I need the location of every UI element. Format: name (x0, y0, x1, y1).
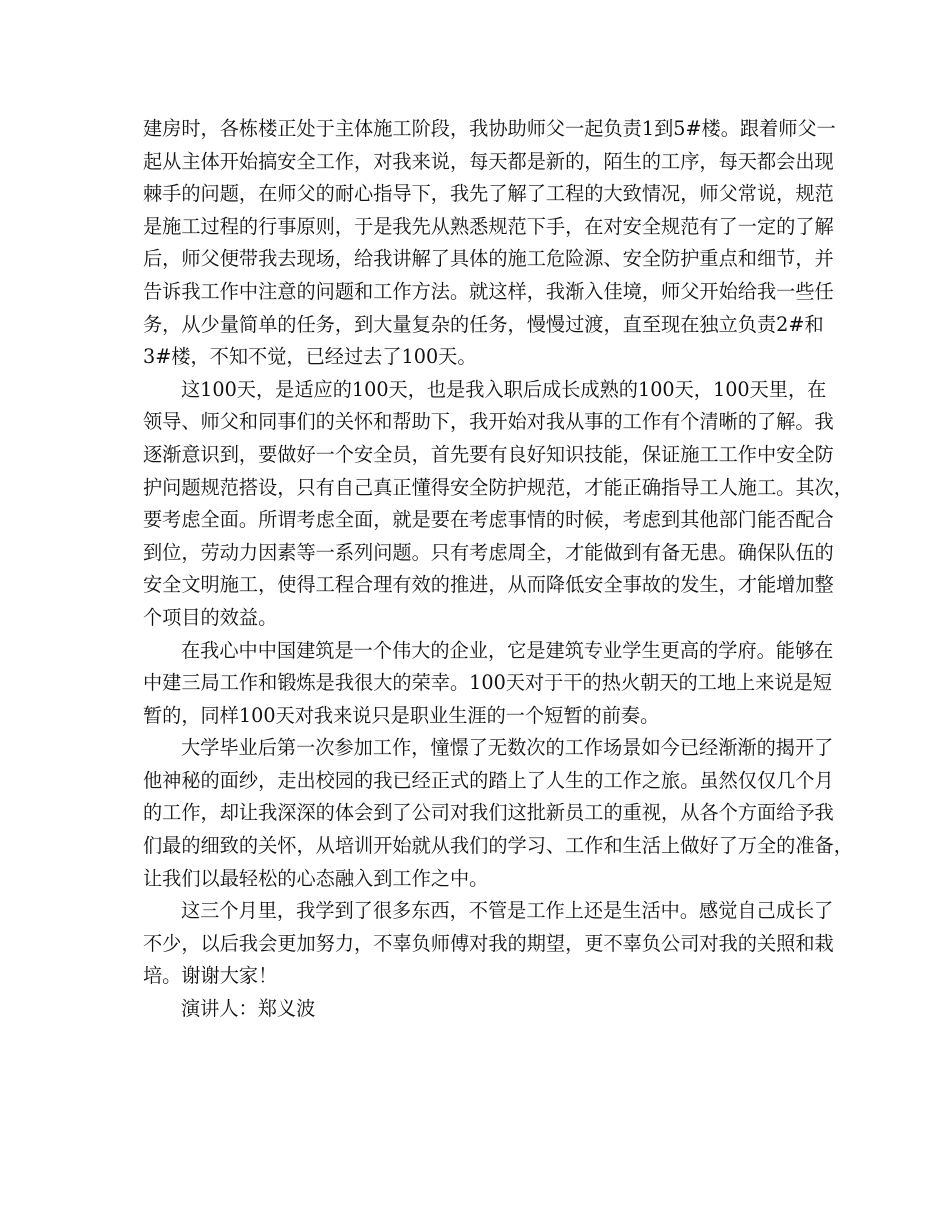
text-line: 棘手的问题，在师父的耐心指导下，我先了解了工程的大致情况，师父常说，规范 (143, 182, 834, 206)
text-line: 护问题规范搭设，只有自己真正懂得安全防护规范，才能正确指导工人施工。其次， (143, 475, 853, 499)
paragraph (143, 732, 853, 895)
text-line: 建房时，各栋楼正处于主体施工阶段，我协助师父一起负责1到5#楼。跟着师父一 (143, 117, 836, 140)
paragraph (143, 113, 836, 374)
paragraph (143, 895, 834, 993)
text-line: 安全文明施工，使得工程合理有效的推进，从而降低安全事故的发生，才能增加整 (143, 573, 834, 597)
paragraph (143, 374, 853, 635)
text-line: 演讲人：郑义波 (181, 997, 316, 1021)
text-line: 在我心中中国建筑是一个伟大的企业，它是建筑专业学生更高的学府。能够在 (181, 638, 834, 662)
text-line: 他神秘的面纱，走出校园的我已经正式的踏上了人生的工作之旅。虽然仅仅几个月 (143, 768, 834, 792)
text-line: 后，师父便带我去现场，给我讲解了具体的施工危险源、安全防护重点和细节，并 (143, 247, 834, 271)
paragraph (143, 635, 834, 733)
text-line: 大学毕业后第一次参加工作，憧憬了无数次的工作场景如今已经渐渐的揭开了 (181, 736, 834, 760)
speech-body (143, 113, 853, 1026)
text-line: 个项目的效益。 (143, 605, 278, 629)
paragraph (143, 993, 818, 1026)
text-line: 领导、师父和同事们的关怀和帮助下，我开始对我从事的工作有个清晰的了解。我 (143, 410, 834, 434)
text-line: 到位，劳动力因素等一系列问题。只有考虑周全，才能做到有备无患。确保队伍的 (143, 540, 834, 564)
text-line: 中建三局工作和锻炼是我很大的荣幸。100天对于干的热火朝天的工地上来说是短 (143, 671, 832, 695)
text-line: 3#楼，不知不觉，已经过去了100天。 (143, 345, 477, 369)
text-line: 暂的，同样100天对我来说只是职业生涯的一个短暂的前奏。 (143, 703, 660, 727)
text-line: 们最的细致的关怀，从培训开始就从我们的学习、工作和生活上做好了万全的准备， (143, 834, 853, 858)
text-line: 要考虑全面。所谓考虑全面，就是要在考虑事情的时候，考虑到其他部门能否配合 (143, 508, 834, 532)
text-line: 让我们以最轻松的心态融入到工作之中。 (143, 866, 489, 890)
text-line: 告诉我工作中注意的问题和工作方法。就这样，我渐入佳境，师父开始给我一些任 (143, 279, 834, 303)
text-line: 是施工过程的行事原则，于是我先从熟悉规范下手，在对安全规范有了一定的了解 (143, 214, 834, 238)
text-line: 这三个月里，我学到了很多东西，不管是工作上还是生活中。感觉自己成长了 (181, 899, 834, 923)
text-line: 的工作，却让我深深的体会到了公司对我们这批新员工的重视，从各个方面给予我 (143, 801, 834, 825)
text-line: 逐渐意识到，要做好一个安全员，首先要有良好知识技能，保证施工工作中安全防 (143, 442, 834, 466)
text-line: 不少，以后我会更加努力，不辜负师傅对我的期望，更不辜负公司对我的关照和栽 (143, 931, 834, 955)
text-line: 培。谢谢大家！ (143, 964, 278, 988)
text-line: 起从主体开始搞安全工作，对我来说，每天都是新的，陌生的工序，每天都会出现 (143, 149, 834, 173)
text-line: 这100天，是适应的100天，也是我入职后成长成熟的100天，100天里，在 (181, 377, 827, 401)
text-line: 务，从少量简单的任务，到大量复杂的任务，慢慢过渡，直至现在独立负责2#和 (143, 312, 824, 336)
